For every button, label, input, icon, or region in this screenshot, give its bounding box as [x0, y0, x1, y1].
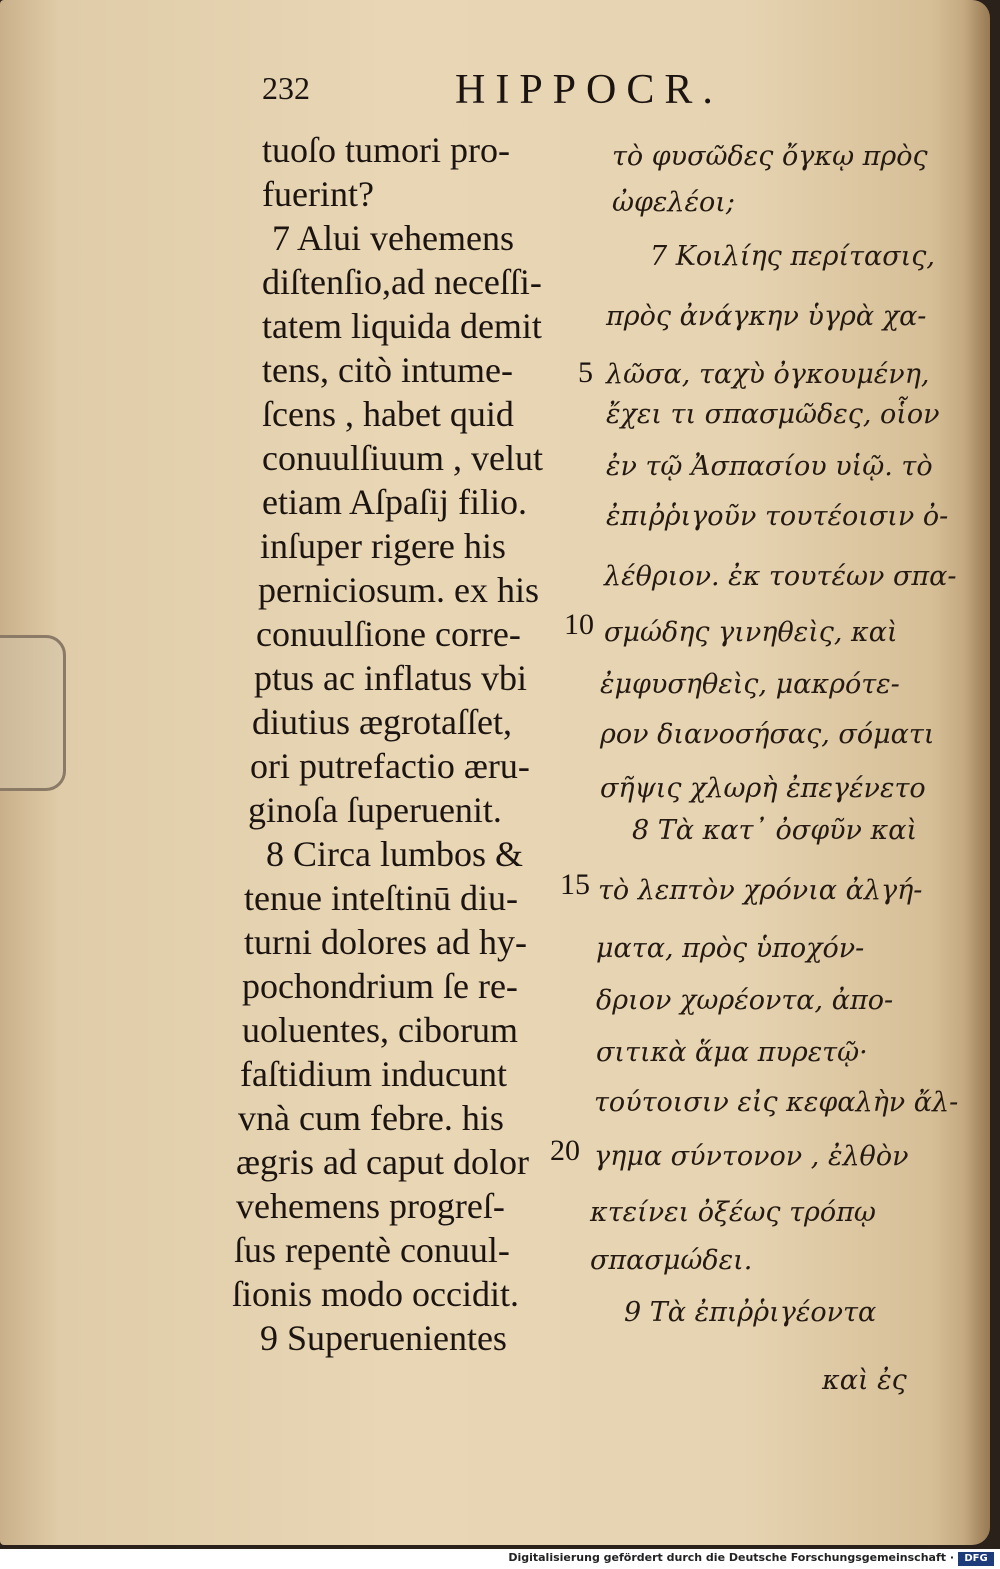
line-number: 10	[564, 608, 594, 641]
greek-line: σῆψις χλωρὴ ἐπεγένετο	[600, 773, 926, 804]
greek-line: γημα σύντονον , ἐλθὸν	[594, 1141, 909, 1172]
greek-line: δριον χωρέοντα, ἀπο-	[596, 985, 894, 1016]
greek-line: τούτοισιν εἰς κεφαλὴν ἄλ-	[594, 1087, 959, 1118]
latin-line: ptus ac inflatus vbi	[254, 658, 527, 698]
greek-line: ἐπιῤῥιγοῦν τουτέοισιν ὀ-	[606, 501, 949, 532]
latin-line: fuerint?	[262, 174, 374, 214]
latin-line: etiam Aſpaſij filio.	[262, 482, 527, 522]
latin-line: conuulſiuum , velut	[262, 438, 543, 478]
latin-line: conuulſione corre-	[256, 614, 521, 654]
latin-line: diſtenſio,ad neceſſi-	[262, 262, 542, 302]
greek-line: 8 Τὰ κατ᾽ ὀσφῦν καὶ	[632, 815, 918, 846]
latin-line: tuoſo tumori pro-	[262, 130, 510, 170]
latin-line: diutius ægrotaſſet,	[252, 702, 512, 742]
greek-line: λῶσα, ταχὺ ὀγκουμένη,	[606, 359, 930, 390]
latin-line: ſus repentè conuul-	[234, 1230, 510, 1270]
latin-line: pochondrium ſe re-	[242, 966, 518, 1006]
latin-line: turni dolores ad hy-	[244, 922, 527, 962]
page-number: 232	[262, 70, 310, 106]
latin-line: ſcens , habet quid	[262, 394, 514, 434]
latin-line: ſionis modo occidit.	[232, 1274, 519, 1314]
greek-line: σιτικὰ ἅμα πυρετῷ·	[596, 1037, 868, 1068]
latin-line: inſuper rigere his	[260, 526, 506, 566]
running-head: HIPPOCR.	[455, 67, 723, 113]
dfg-logo: DFG	[958, 1552, 994, 1566]
greek-line: τὸ φυσῶδες ὄγκῳ πρὸς	[612, 141, 928, 172]
greek-line: ρον διανοσήσας, σόματι	[600, 719, 935, 750]
latin-line: tatem liquida demit	[262, 306, 542, 346]
greek-line: 9 Τὰ ἐπιῤῥιγέοντα	[624, 1297, 877, 1328]
latin-line: 8 Circa lumbos &	[266, 834, 523, 874]
greek-line: ματα, πρὸς ὑποχόν-	[596, 933, 865, 964]
latin-line: vehemens progreſ-	[236, 1186, 505, 1226]
latin-line: ori putrefactio æru-	[250, 746, 530, 786]
latin-line: perniciosum. ex his	[258, 570, 539, 610]
line-number: 20	[550, 1134, 580, 1167]
greek-line: καὶ ἐς	[822, 1365, 907, 1396]
greek-line: ἐμφυσηθεὶς, μακρότε-	[600, 669, 900, 700]
greek-line: 7 Κοιλίης περίτασις,	[650, 241, 935, 272]
latin-line: vnà cum febre. his	[238, 1098, 504, 1138]
latin-line: tenue inteſtinū diu-	[244, 878, 518, 918]
latin-line: 9 Superuenientes	[260, 1318, 507, 1358]
greek-line: σπασμώδει.	[590, 1245, 753, 1276]
line-number: 5	[578, 356, 593, 389]
latin-line: tens, citò intume-	[262, 350, 513, 390]
greek-line: λέθριον. ἐκ τουτέων σπα-	[604, 561, 957, 592]
latin-line: ægris ad caput dolor	[236, 1142, 529, 1182]
digitization-footer	[0, 1549, 1000, 1569]
latin-line: 7 Alui vehemens	[272, 218, 514, 258]
greek-line: τὸ λεπτὸν χρόνια ἀλγή-	[598, 875, 923, 906]
latin-line: faſtidium inducunt	[240, 1054, 507, 1094]
latin-line: uoluentes, ciborum	[242, 1010, 518, 1050]
greek-line: πρὸς ἀνάγκην ὑγρὰ χα-	[606, 301, 927, 332]
line-number: 15	[560, 868, 590, 901]
greek-line: σμώδης γινηθεὶς, καὶ	[604, 617, 898, 648]
footer-credit: Digitalisierung gefördert durch die Deutsche Forschungsgemeinschaft ·	[508, 1551, 954, 1564]
latin-line: ginoſa ſuperuenit.	[248, 790, 502, 830]
greek-line: ἔχει τι σπασμῶδες, οἷον	[606, 399, 940, 430]
greek-line: ἐν τῷ Ἀσπασίου υἱῷ. τὸ	[606, 451, 933, 482]
greek-line: ὠφελέοι;	[612, 187, 735, 218]
greek-line: κτείνει ὀξέως τρόπῳ	[590, 1197, 876, 1228]
